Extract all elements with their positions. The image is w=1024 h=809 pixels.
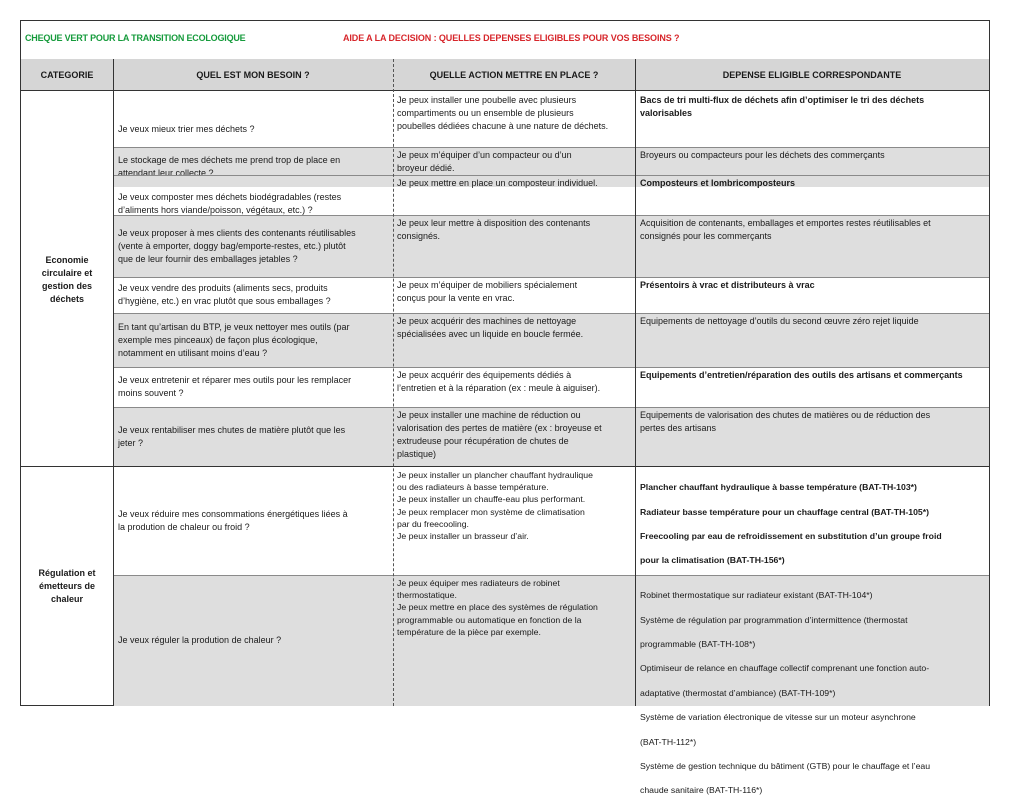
row-divider <box>113 313 989 314</box>
row-divider <box>113 215 989 216</box>
besoin-cell: Je veux composter mes déchets biodégradables (restes d’aliments hors viande/poisson, végétaux, etc.) ? <box>118 191 342 215</box>
header-depense: DEPENSE ELIGIBLE CORRESPONDANTE <box>635 59 989 91</box>
action-cell: Je peux m’équiper d’un compacteur ou d’un broyeur dédié. <box>397 150 572 173</box>
besoin-cell: Je veux réguler la prodution de chaleur ? <box>118 635 282 645</box>
action-cell: Je peux mettre en place un composteur individuel. <box>397 178 598 188</box>
depense-line: Robinet thermostatique sur radiateur existant (BAT-TH-104*) <box>640 590 873 601</box>
decision-table <box>20 20 990 796</box>
depense-line: chaude sanitaire (BAT-TH-116*) <box>640 785 763 796</box>
depense-cell: Broyeurs ou compacteurs pour les déchets des commerçants <box>640 150 885 160</box>
table-row <box>113 407 989 466</box>
action-cell: Je peux équiper mes radiateurs de robinet thermostatique. Je peux mettre en place des systèmes de régulation programmable ou automatique en fonction de la température de la pièce par exemple. <box>397 578 598 637</box>
row-divider <box>113 147 989 148</box>
depense-line: Radiateur basse température pour un chauffage central (BAT-TH-105*) <box>640 506 930 517</box>
column-divider <box>635 59 636 706</box>
action-cell: Je peux acquérir des équipements dédiés à l’entretien et à la réparation (ex : meule à aiguiser). <box>397 370 601 393</box>
table-row <box>113 215 989 277</box>
depense-cell: Equipements de valorisation des chutes de matières ou de réduction des pertes des artisans <box>640 410 931 433</box>
depense-line: programmable (BAT-TH-108*) <box>640 639 756 650</box>
action-cell: Je peux installer un plancher chauffant hydraulique ou des radiateurs à basse température. Je peux installer un chauffe-eau plus performant. Je peux remplacer mon système de climatisation par du freecooling. Je peux installer un brasseur d’air. <box>397 470 593 542</box>
category-regulation-chaleur: Régulation et émetteurs de chaleur <box>38 568 96 604</box>
table-row <box>113 367 989 407</box>
action-cell: Je peux installer une machine de réduction ou valorisation des pertes de matière (ex : broyeuse et extrudeuse pour récupération de chutes de plastique) <box>397 410 602 459</box>
depense-line: Optimiseur de relance en chauffage collectif comprenant une fonction auto- <box>640 663 930 674</box>
depense-line: pour la climatisation (BAT-TH-156*) <box>640 555 785 566</box>
besoin-cell: Le stockage de mes déchets me prend trop de place en attendant leur collecte ? <box>118 155 341 178</box>
besoin-cell: Je veux rentabiliser mes chutes de matière plutôt que les jeter ? <box>118 424 346 448</box>
row-divider <box>113 367 989 368</box>
depense-cell: Bacs de tri multi-flux de déchets afin d’optimiser le tri des déchets valorisables <box>640 95 925 118</box>
depense-line: Système de régulation par programmation d’intermittence (thermostat <box>640 614 908 625</box>
besoin-cell: Je veux mieux trier mes déchets ? <box>118 124 255 134</box>
header-besoin: QUEL EST MON BESOIN ? <box>113 59 393 91</box>
depense-line: Freecooling par eau de refroidissement en substitution d’un groupe froid <box>640 531 942 542</box>
besoin-cell: Je veux vendre des produits (aliments secs, produits d’hygiène, etc.) en vrac plutôt que sous emballages ? <box>118 283 331 306</box>
besoin-cell: Je veux réduire mes consommations énergétiques liées à la prodution de chaleur ou froid ? <box>118 508 348 532</box>
action-cell: Je peux leur mettre à disposition des contenants consignés. <box>397 218 591 241</box>
depense-cell <box>635 575 989 796</box>
column-divider <box>393 59 394 706</box>
besoin-cell: Je veux entretenir et réparer mes outils pour les remplacer moins souvent ? <box>118 375 352 398</box>
row-divider <box>113 575 989 576</box>
table-row <box>113 575 989 796</box>
table-row <box>113 467 989 574</box>
section-divider <box>21 466 989 467</box>
column-divider <box>113 59 114 706</box>
depense-line: Système de gestion technique du bâtiment (GTB) pour le chauffage et l’eau <box>640 761 931 772</box>
depense-cell: Acquisition de contenants, emballages et emportes restes réutilisables et consignés pour les commerçants <box>640 218 931 241</box>
title-bar <box>21 21 989 60</box>
page-title: AIDE A LA DECISION : QUELLES DEPENSES ELIGIBLES POUR VOS BESOINS ? <box>343 33 680 43</box>
table-row <box>113 313 989 367</box>
action-cell: Je peux m’équiper de mobiliers spécialement conçus pour la vente en vrac. <box>397 280 578 303</box>
table-row <box>113 277 989 313</box>
depense-line: Plancher chauffant hydraulique à basse température (BAT-TH-103*) <box>640 482 917 493</box>
header-categorie: CATEGORIE <box>21 59 113 91</box>
program-title: CHEQUE VERT POUR LA TRANSITION ECOLOGIQUE <box>25 33 246 43</box>
depense-cell <box>635 467 989 574</box>
row-divider <box>113 175 989 176</box>
row-divider <box>113 407 989 408</box>
depense-cell: Equipements de nettoyage d’outils du second œuvre zéro rejet liquide <box>640 316 919 326</box>
category-economie-circulaire: Economie circulaire et gestion des déchets <box>41 254 93 304</box>
depense-cell: Equipements d’entretien/réparation des outils des artisans et commerçants <box>640 370 963 380</box>
row-divider <box>113 277 989 278</box>
depense-cell: Composteurs et lombricomposteurs <box>640 178 796 188</box>
besoin-cell: En tant qu’artisan du BTP, je veux nettoyer mes outils (par exemple mes pinceaux) de façon plus écologique, notamment en utilisant moins d’eau ? <box>118 321 350 358</box>
header-action: QUELLE ACTION METTRE EN PLACE ? <box>393 59 635 91</box>
depense-line: (BAT-TH-112*) <box>640 736 697 747</box>
depense-cell: Présentoirs à vrac et distributeurs à vrac <box>640 280 815 290</box>
depense-line: adaptative (thermostat d’ambiance) (BAT-TH-109*) <box>640 687 836 698</box>
besoin-cell: Je veux proposer à mes clients des contenants réutilisables (vente à emporter, doggy bag/emporte-restes, etc.) plutôt que de leur fournir des emballages jetables ? <box>118 227 356 264</box>
depense-line: Système de variation électronique de vitesse sur un moteur asynchrone <box>640 712 916 723</box>
action-cell: Je peux installer une poubelle avec plusieurs compartiments ou un ensemble de plusieurs poubelles dédiées chacune à une nature de déchets. <box>397 95 609 131</box>
action-cell: Je peux acquérir des machines de nettoyage spécialisées avec un liquide en boucle fermée. <box>397 316 584 339</box>
